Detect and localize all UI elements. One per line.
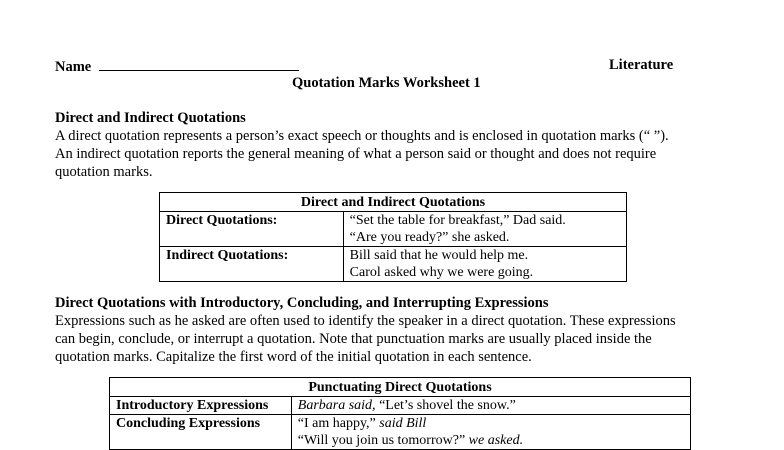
table-row <box>160 212 627 247</box>
name-label: Name <box>55 59 92 75</box>
example-quote: “I am happy,” <box>297 416 380 431</box>
section2-paragraph <box>55 312 676 366</box>
example-expression: said Bill <box>379 416 427 431</box>
section2-line: Expressions such as he asked are often used to identify the speaker in a direct quotation. These expressions <box>55 313 676 329</box>
section1-heading: Direct and Indirect Quotations <box>55 110 246 126</box>
table2-row-label: Introductory Expressions <box>110 397 292 415</box>
example-line: “Are you ready?” she asked. <box>349 230 510 245</box>
example-quote: “Will you join us tomorrow?” <box>297 433 469 448</box>
table1-row-examples <box>343 247 626 282</box>
worksheet-title: Quotation Marks Worksheet 1 <box>292 75 481 91</box>
table2-row-example <box>291 397 690 415</box>
table2-row-label: Concluding Expressions <box>110 415 292 450</box>
table1-row-label: Direct Quotations: <box>160 212 344 247</box>
table-row <box>110 415 691 450</box>
table1-row-examples <box>343 212 626 247</box>
example-expression: Barbara said, <box>297 398 376 413</box>
example-line: Bill said that he would help me. <box>349 248 529 263</box>
example-line: Carol asked why we were going. <box>349 265 534 280</box>
example-expression: we asked. <box>468 433 524 448</box>
name-field <box>55 57 299 76</box>
punctuating-quotations-table <box>109 377 691 450</box>
direct-indirect-table <box>159 192 627 282</box>
example-line: “Set the table for breakfast,” Dad said. <box>349 213 566 228</box>
section1-line: quotation marks. <box>55 164 153 180</box>
table2-title: Punctuating Direct Quotations <box>110 378 691 397</box>
section1-line: A direct quotation represents a person’s exact speech or thoughts and is enclosed in quotation marks (“ ”). <box>55 128 669 144</box>
section2-line: can begin, conclude, or interrupt a quotation. Note that punctuation marks are usually placed inside the <box>55 331 652 347</box>
section1-paragraph <box>55 127 669 181</box>
name-blank-line <box>99 57 299 71</box>
section1-line: An indirect quotation reports the general meaning of what a person said or thought and does not require <box>55 146 657 162</box>
example-line <box>298 415 684 432</box>
section2-line: quotation marks. Capitalize the first word of the initial quotation in each sentence. <box>55 349 532 365</box>
table-row <box>160 247 627 282</box>
section2-heading: Direct Quotations with Introductory, Concluding, and Interrupting Expressions <box>55 295 549 311</box>
subject-label: Literature <box>609 57 674 73</box>
table1-row-label: Indirect Quotations: <box>160 247 344 282</box>
table1-title: Direct and Indirect Quotations <box>160 193 627 212</box>
example-quote: “Let’s shovel the snow.” <box>375 398 516 413</box>
table2-row-example <box>291 415 690 450</box>
table-row <box>110 397 691 415</box>
